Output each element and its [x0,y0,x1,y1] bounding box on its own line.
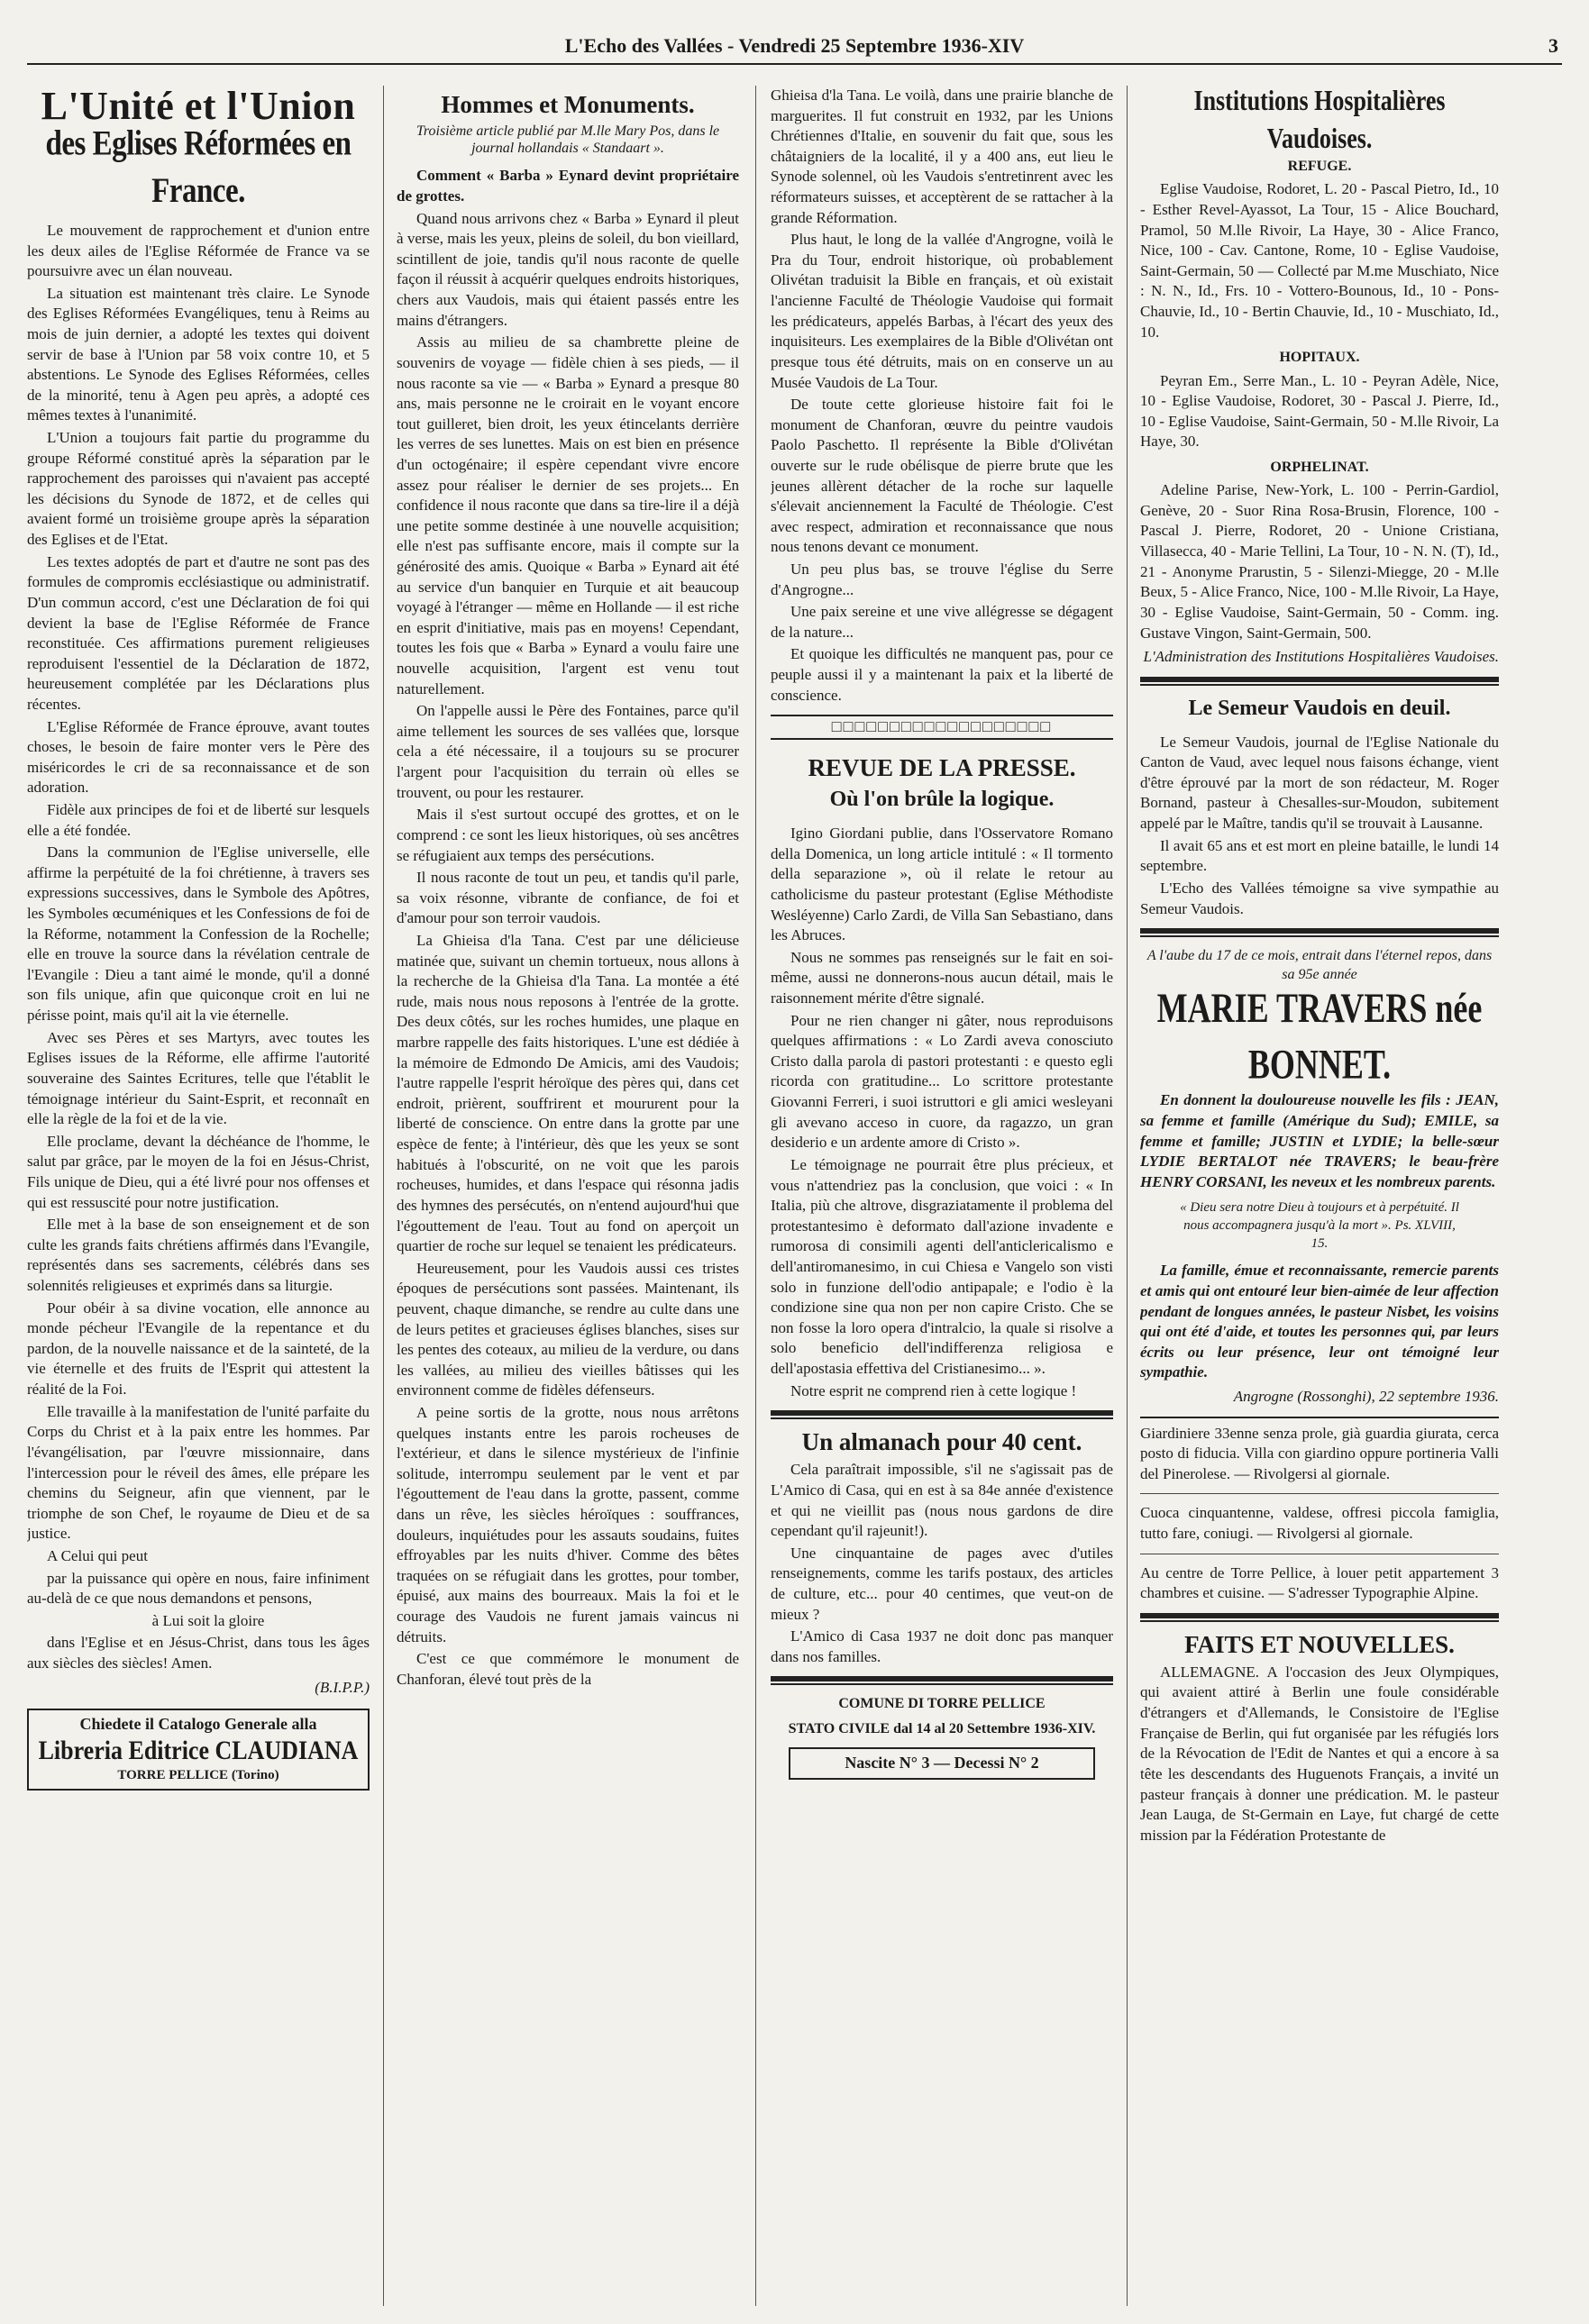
paragraph: Eglise Vaudoise, Rodoret, L. 20 - Pascal Pietro, Id., 10 - Esther Revel-Ayassot, La Tour, 15 - Alice Bouchard, Pramol, 50 M.lle Rivoir, La Haye, 30 - Alice Franco, Nice, 100 - Cav. Cantone, Rome, 10 - Eglise Vaudoise, Saint-Germain, 50 — Collecté par M.me Muschiato, Nice : N. N., Id., Frs. 10 - Vottero-Bounous, Id., 10 - Pons-Chauvie, Id., 10 - Bertin Chauvie, Id., 10 - Muschiato, Id., 10. [1140,180,1499,341]
paragraph: Dans la communion de l'Eglise universelle, elle affirme la perpétuité de la foi chrétienne, à travers ses expressions successives, dans le Symbole des Apôtres, les Symboles œcuméniques et les Confessions de foi de la Réforme, notamment la Confession de la Rochelle; elle en trouve la source dans la révélation centrale de l'Evangile : Dieu a tant aimé le monde, qu'il a donné son fils unique, afin que quiconque croit en lui ne périsse point, mais qu'il ait la vie éternelle. [27,843,370,1025]
paragraph: En donnent la douloureuse nouvelle les fils : JEAN, sa femme et famille (Amérique du Sud); EMILE, sa femme et famille; JUSTIN et LYDIE; la belle-sœur LYDIE BERTALOT née TRAVERS; le beau-frère HENRY CORSANI, les neveux et les nombreux parents. [1140,1091,1499,1190]
ad-line: Libreria Editrice CLAUDIANA [38,1735,359,1766]
section-rule [1140,928,1499,937]
paragraph: Fidèle aux principes de foi et de liberté sur lesquels elle a été fondée. [27,801,370,839]
paragraph: Et quoique les difficultés ne manquent pas, pour ce peuple aussi il y a maintenant la paix et la liberté de conscience. [771,645,1113,704]
section-rule [1140,677,1499,686]
signature: (B.I.P.P.) [315,1678,370,1696]
ad-line: Chiedete il Catalogo Generale alla [79,1715,317,1734]
paragraph: Igino Giordani publie, dans l'Osservatore Romano della Domenica, un long article intitulé : « Il tormento della separazione », où il relate le retour au catholicisme du pasteur protestant (Eglise Méthodiste Wesléyenne) Carlo Zardi, de Villa San Sebastiano, dans les Abruces. [771,825,1113,944]
paragraph: Le mouvement de rapprochement et d'union entre les deux ailes de l'Eglise Réformée de France va se poursuivre avec un élan nouveau. [27,221,370,280]
section-rule [1140,1613,1499,1622]
verse-line: dans l'Eglise et en Jésus-Christ, dans tous les âges aux siècles des siècles! Amen. [27,1634,370,1672]
comune-title: COMUNE DI TORRE PELLICE [838,1696,1046,1712]
paragraph: Adeline Parise, New-York, L. 100 - Perrin-Gardiol, Genève, 20 - Suor Rina Rosa-Brusin, Florence, 100 - Pascal J. Pierre, Rodoret, 20 - Unione Cristiana, Villasecca, 40 - Marie Tellini, La Tour, 10 - N. N. (T), Id., 21 - Anonyme Prarustin, 5 - Silenzi-Miegge, 20 - M.lle Beux, 5 - Alice Franco, Nice, 100 - M.lle Rivoir, La Haye, 30 - Eglise Vaudoise, Saint-Germain, 50 - Comm. ing. Gustave Vingon, Saint-Germain, 500. [1140,481,1499,642]
paragraph: Cela paraîtrait impossible, s'il ne s'agissait pas de L'Amico di Casa, qui en est à sa 84e année d'existence et qui ne vieillit pas (nous nous gardons de dire cependant qu'il rajeunit!). [771,1461,1113,1540]
paragraph: Elle proclame, devant la déchéance de l'homme, le salut par grâce, par le moyen de la foi en Jésus-Christ, Fils unique de Dieu, qui a été livré pour nos offenses et qui est ressuscité pour notre justification. [27,1132,370,1211]
paragraph: Les textes adoptés de part et d'autre ne sont pas des formules de compromis ecclésiastique ou administratif. D'un commun accord, c'est une Déclaration de foi qui devient la base de l'Eglise Réformée de France reconstituée. Ces affirmations purement religieuses reproduisent l'essentiel de la Déclaration de 1872, heureusement complétée par les Déclarations plus récentes. [27,552,370,713]
scripture-quote: « Dieu sera notre Dieu à toujours et à perpétuité. Il nous accompagnera jusqu'à la mort ». Ps. XLVIII, 15. [1180,1200,1459,1252]
page-header [27,27,1562,65]
verse-line: A Celui qui peut [47,1546,148,1564]
classified-ad: Cuoca cinquantenne, valdese, offresi piccola famiglia, tutto fare, coniugi. — Rivolgersi al giornale. [1140,1504,1499,1542]
paragraph: Elle met à la base de son enseignement et de son culte les grands faits chrétiens affirmés dans l'Evangile, représentés dans ses sacrements, célébrés dans ses solennités religieuses et exprimés dans sa liturgie. [27,1216,370,1295]
paragraph: L'Amico di Casa 1937 ne doit donc pas manquer dans nos familles. [771,1627,1113,1665]
classified-ad: Au centre de Torre Pellice, à louer petit appartement 3 chambres et cuisine. — S'adresser Typographie Alpine. [1140,1563,1499,1602]
column-3 [771,86,1113,2306]
subsection-head: ORPHELINAT. [1270,460,1369,475]
deceased-name: MARIE TRAVERS née BONNET. [1156,984,1483,1088]
paragraph: C'est ce que commémore le monument de Chanforan, élevé tout près de la [397,1650,739,1688]
paragraph: Quand nous arrivons chez « Barba » Eynard il pleut à verse, mais les yeux, pleins de soleil, du bon vieillard, scintillent de joie, tandis qu'il nous raconte de quelle façon il réussit à acquérir quelques endroits historiques, chers aux Vaudois, mais qui étaient passés entre les mains d'étrangers. [397,209,739,329]
classified-ad: Giardiniere 33enne senza prole, già guardia giurata, cerca posto di fiducia. Villa con giardino oppure portineria Valli del Pinerolese. — Rivolgersi al giornale. [1140,1424,1499,1482]
section-rule [771,1410,1113,1419]
column-2 [397,86,739,2306]
paragraph: Une cinquantaine de pages avec d'utiles renseignements, comme les tarifs postaux, des articles de culture, etc... pour 40 centimes, que veut-on de mieux ? [771,1544,1113,1623]
paragraph: ALLEMAGNE. A l'occasion des Jeux Olympiques, qui avaient attiré à Berlin une foule considérable d'étrangers et d'Allemands, le Consistoire de l'Eglise Française de Berlin, qui fut organisée par les réfugiés lors de la Révocation de l'Edit de Nantes et qui a encore à sa tête les descendants des Huguenots Français, a invité un pasteur français à donner une prédication. M. le pasteur Jean Lauga, de St-Germain en Laye, fut chargé de cette mission par la Fédération Protestante de [1140,1663,1499,1844]
paragraph: Plus haut, le long de la vallée d'Angrogne, voilà le Pra du Tour, endroit historique, où probablement Olivétan traduisit la Bible en français, et où existait l'ancienne Faculté de Théologie Vaudoise qui formait les prédicateurs, appelés Barbas, à l'écart des yeux des inquisiteurs. Les exemplaires de la Bible d'Olivétan ont presque tous été détruits, mais on en conserve un au Musée Vaudois de La Tour. [771,231,1113,391]
paragraph: Heureusement, pour les Vaudois aussi ces tristes époques de persécutions sont passées. Maintenant, ils peuvent, chaque dimanche, se rendre au culte dans une de leurs petites et gracieuses églises blanches, sises sur les pentes des coteaux, au milieu de la verdure, ou dans les vallées, au milieu des vieilles bâtisses qui les environnent comme de fidèles défenseurs. [397,1259,739,1399]
verse-line: à Lui soit la gloire [151,1611,265,1629]
paragraph: La situation est maintenant très claire. Le Synode des Eglises Réformées Evangéliques, tenu à Reims au mois de juin dernier, a adopté les textes qui doivent servir de base à l'Union par 58 voix contre 10, et 5 abstentions. Le Synode des Eglises Réformées, celles de la minorité, tenu à Agen peu après, a adopté ces mêmes textes à l'unanimité. [27,284,370,424]
paragraph: L'Eglise Réformée de France éprouve, avant toutes choses, le besoin de faire monter vers le Père des miséricordes le cri de sa reconnaissance et de son adoration. [27,717,370,797]
column-divider [383,86,384,2306]
paragraph: Il nous raconte de tout un peu, et tandis qu'il parle, sa voix résonne, vibrante de confiance, de foi et d'amour pour son terroir vaudois. [397,869,739,927]
column-divider [755,86,756,2306]
section-title: Le Semeur Vaudois en deuil. [1188,696,1451,720]
paragraph: La famille, émue et reconnaissante, remercie parents et amis qui ont entouré leur bien-aimée de leur affection pendant de longues années, le pasteur Nisbet, les voisins qui ont été d'aide, et toutes les personnes qui, par leurs écrits ou leur présence, leur ont témoigné leur sympathie. [1140,1262,1499,1381]
paragraph: Pour ne rien changer ni gâter, nous reproduisons quelques affirmations : « Lo Zardi aveva conosciuto Cristo dalla parola di pastori protestanti : e questo egli ricorda con gratitudine... Lo scrittore protestante Giovanni Ferreri, i suoi istruttori e gli amici wesleyani gli avevano acceso in cuore, da ragazzo, un gran desiderio e un ardente amore di Cristo ». [771,1011,1113,1152]
paragraph: Une paix sereine et une vive allégresse se dégagent de la nature... [771,603,1113,641]
paragraph: Notre esprit ne comprend rien à cette logique ! [790,1381,1077,1399]
article-lead: Comment « Barba » Eynard devint propriétaire de grottes. [397,167,739,205]
article-title: L'Unité et l'Union [41,86,356,128]
paragraph: L'Echo des Vallées témoigne sa vive sympathie au Semeur Vaudois. [1140,879,1499,917]
decorative-border: □□□□□□□□□□□□□□□□□□□ [771,715,1113,740]
column-divider [1127,86,1128,2306]
article-note: Troisième article publié par M.lle Mary Pos, dans le journal hollandais « Standaart ». [416,123,720,157]
paragraph: Peyran Em., Serre Man., L. 10 - Peyran Adèle, Nice, 10 - Eglise Vaudoise, Rodoret, 30 - Pascal J. Pierre, Id., 10 - Eglise Vaudoise, Saint-Germain, 50 - M.lle Rivoir, La Haye, 30. [1140,371,1499,451]
paragraph: Nous ne sommes pas renseignés sur le fait en soi-même, aussi ne donnerons-nous aucun détail, mais le raisonnement mérite d'être signalé. [771,948,1113,1007]
paragraph: Le Semeur Vaudois, journal de l'Eglise Nationale du Canton de Vaud, avec lequel nous faisons échange, vient d'être éprouvé par la mort de son rédacteur, M. Roger Bornand, pasteur à Chesalles-sur-Moudon, subitement appelé par le Maître, tandis qu'il se trouvait à Lausanne. [1140,733,1499,833]
paragraph: Assis au milieu de sa chambrette pleine de souvenirs de voyage — fidèle chien à ses pieds, — il nous raconte sa vie — « Barba » Eynard a presque 80 ans, mais personne ne le croirait en le voyant encore tout guilleret, bien droit, les yeux étincelants derrière les verres de ses lunettes. Mais on est bien en présence d'un octogénaire; il espère cependant vivre encore assez pour réaliser le dernier de ses projets... En confidence il nous raconte que dans sa tire-lire il a déjà une petite somme destinée à une nouvelle acquisition; elle n'est pas suffisante encore, mais il compte sur la générosité des amis. Quoique « Barba » Eynard ait été au service d'un banquier en Turquie et ait beaucoup voyagé à l'étranger — même en Hollande — il est riche en esprit d'initiative, mais pas en moyens! Cependant, toutes les fois que « Barba » Eynard a voulu faire une nouvelle acquisition, l'argent est venu tout naturellement. [397,333,739,697]
verse-line: par la puissance qui opère en nous, faire infiniment au-delà de ce que nous demandons et pensons, [27,1569,370,1608]
article-title: Hommes et Monuments. [441,91,695,118]
article-subtitle: des Eglises Réformées en France. [45,124,352,211]
paragraph: Pour obéir à sa divine vocation, elle annonce au monde pécheur l'Evangile de la repentance et du pardon, de la nouvelle naissance et de la sainteté, de la vie éternelle et des fruits de l'Esprit qui attestent la réalité de la Foi. [27,1299,370,1399]
paragraph: L'Union a toujours fait partie du programme du groupe Réformé constitué après la séparation par le rapprochement des paroisses qui n'avaient pas accepté les décisions du Synode de 1872, et de celles qui avaient formé un troisième groupe après la séparation des Eglises et de l'Etat. [27,429,370,549]
column-4 [1140,86,1499,2306]
ad-line: TORRE PELLICE (Torino) [117,1767,279,1782]
paragraph: Elle travaille à la manifestation de l'unité parfaite du Corps du Christ et à la paix entre les hommes. Par l'évangélisation, par l'œuvre missionnaire, dans l'intercession pour le réveil des âmes, elle prépare les chemins du Seigneur, afin que viennent, par le triomphe de son Chef, le royaume de Dieu et de sa justice. [27,1402,370,1543]
paragraph: Il avait 65 ans et est mort en pleine bataille, le lundi 14 septembre. [1140,836,1499,875]
page-number: 3 [1548,34,1558,57]
section-title: FAITS ET NOUVELLES. [1184,1630,1455,1658]
section-title: Institutions Hospitalières Vaudoises. [1193,86,1446,154]
place-date: Angrogne (Rossonghi), 22 septembre 1936. [1233,1387,1499,1405]
header-title: L'Echo des Vallées - Vendredi 25 Septembre 1936-XIV [564,34,1025,57]
paragraph: A peine sortis de la grotte, nous nous arrêtons quelques instants entre les parois rocheuses de l'extérieur, et dans le silence mystérieux de l'infinie solitude, interrompu seulement par le vent et par l'égouttement de l'eau dans la grotte, passent, comme dans un rêve, les siècles héroïques : souffrances, douleurs, inquiétudes pour les assauts soudains, fuites effroyables par les nuits d'hiver. Comme des bêtes traquées on se réfugiait dans les grottes, pour tomber, épuisé, aux mains des bourreaux. Mais la foi et le courage des Vaudois ne furent jamais vaincus ni détruits. [397,1403,739,1645]
paragraph: La Ghieisa d'la Tana. C'est par une délicieuse matinée que, suivant un chemin tortueux, nous allons à la recherche de la Ghieisa d'la Tana. La montée a été rude, mais nous nous reposons à l'entrée de la grotte. Des deux côtés, sur les roches humides, une plaque en marbre rappelle des faits historiques. L'une est dédiée à la mémoire de Edmondo De Amicis, ami des Vaudois; l'autre rappelle l'esprit héroïque des pères qui, dans cet endroit, prièrent, souffrirent et moururent pour la liberté de conscience. On entre dans la grotte par une espèce de fente; à l'intérieur, dès que les yeux se sont habitués à l'obscurité, on ne voit que les parois rocheuses, humides, et dans l'espace qui résonna jadis des hymnes des persécutés, on n'entend aujourd'hui que l'égouttement de l'eau. Tout au fond on aperçoit un quartier de roche sur lequel se tenaient les prédicateurs. [397,931,739,1255]
subsection-head: REFUGE. [1287,159,1352,175]
comune-subtitle: STATO CIVILE dal 14 al 20 Settembre 1936-XIV. [788,1720,1096,1736]
section-title: Un almanach pour 40 cent. [801,1428,1082,1456]
birth-death-box: Nascite N° 3 — Decessi N° 2 [789,1747,1095,1780]
column-1 [27,86,370,2306]
subsection-head: HOPITAUX. [1279,350,1360,366]
section-subtitle: Où l'on brûle la logique. [829,788,1055,812]
paragraph: Avec ses Pères et ses Martyrs, avec toutes les Eglises issues de la Réforme, elle affirme l'autorité souveraine des Saintes Ecritures, telle que l'établit le témoignage intérieur du Saint-Esprit, et reconnaît en elle la règle de la foi et de la vie. [27,1028,370,1128]
paragraph: Le témoignage ne pourrait être plus précieux, et vous n'attendriez pas la conclusion, que voici : « In Italia, più che altrove, disgraziatamente il problema del protestantesimo è deformato dall'azione invadente e rumorosa di consimili agenti dell'anticlericalismo e dell'antiromanesimo, in cui Chiesa e Vangelo son visti solo in funzione dell'odio antipapale; e l'odio è la condizione sine qua non per non capire Cristo. Che se non fosse la loro opera d'intralcio, la quale si risolve a solo beneficio dell'indifferenza religiosa e dell'apostasia effettiva del Cristianesimo... ». [771,1155,1113,1378]
claudiana-ad [27,1709,370,1790]
section-rule [771,1676,1113,1685]
paragraph: De toute cette glorieuse histoire fait foi le monument de Chanforan, œuvre du peintre vaudois Paolo Paschetto. Il représente la Bible d'Olivétan ouverte sur le rude obélisque de pierre brute que les jeunes allèrent détacher de la roche sur laquelle s'élevait anciennement la Faculté de Théologie. C'est avec respect, admiration et reconnaissance que nous nous tenons devant ce monument. [771,396,1113,556]
paragraph: Un peu plus bas, se trouve l'église du Serre d'Angrogne... [771,560,1113,598]
section-title: REVUE DE LA PRESSE. [808,754,1076,782]
divider [1140,1493,1499,1494]
death-intro: A l'aube du 17 de ce mois, entrait dans l'éternel repos, dans sa 95e année [1146,948,1493,983]
paragraph: Ghieisa d'la Tana. Le voilà, dans une prairie blanche de marguerites. Il fut construit en 1932, par les Unions Chrétiennes d'Italie, en souvenir du fait que, sous les châtaigniers de la localité, il y a 400 ans, eut lieu le Synode solennel, où les Vaudois s'entretinrent avec les réformateurs suisses, et acceptèrent de se rattacher à la grande Réformation. [771,87,1113,226]
signature: L'Administration des Institutions Hospitalières Vaudoises. [1143,648,1499,666]
paragraph: On l'appelle aussi le Père des Fontaines, parce qu'il aime tellement les sources de ses vallées que, lorsque cela a été nécessaire, il a toujours su se procurer l'argent pour l'acquisition du terrain où elles se trouvent, ou pour les restaurer. [397,702,739,801]
classified-ads [1140,1417,1499,1604]
paragraph: Mais il s'est surtout occupé des grottes, et on le comprend : ce sont les lieux historiques, où ses ancêtres se réfugiaient aux temps des persécutions. [397,806,739,864]
